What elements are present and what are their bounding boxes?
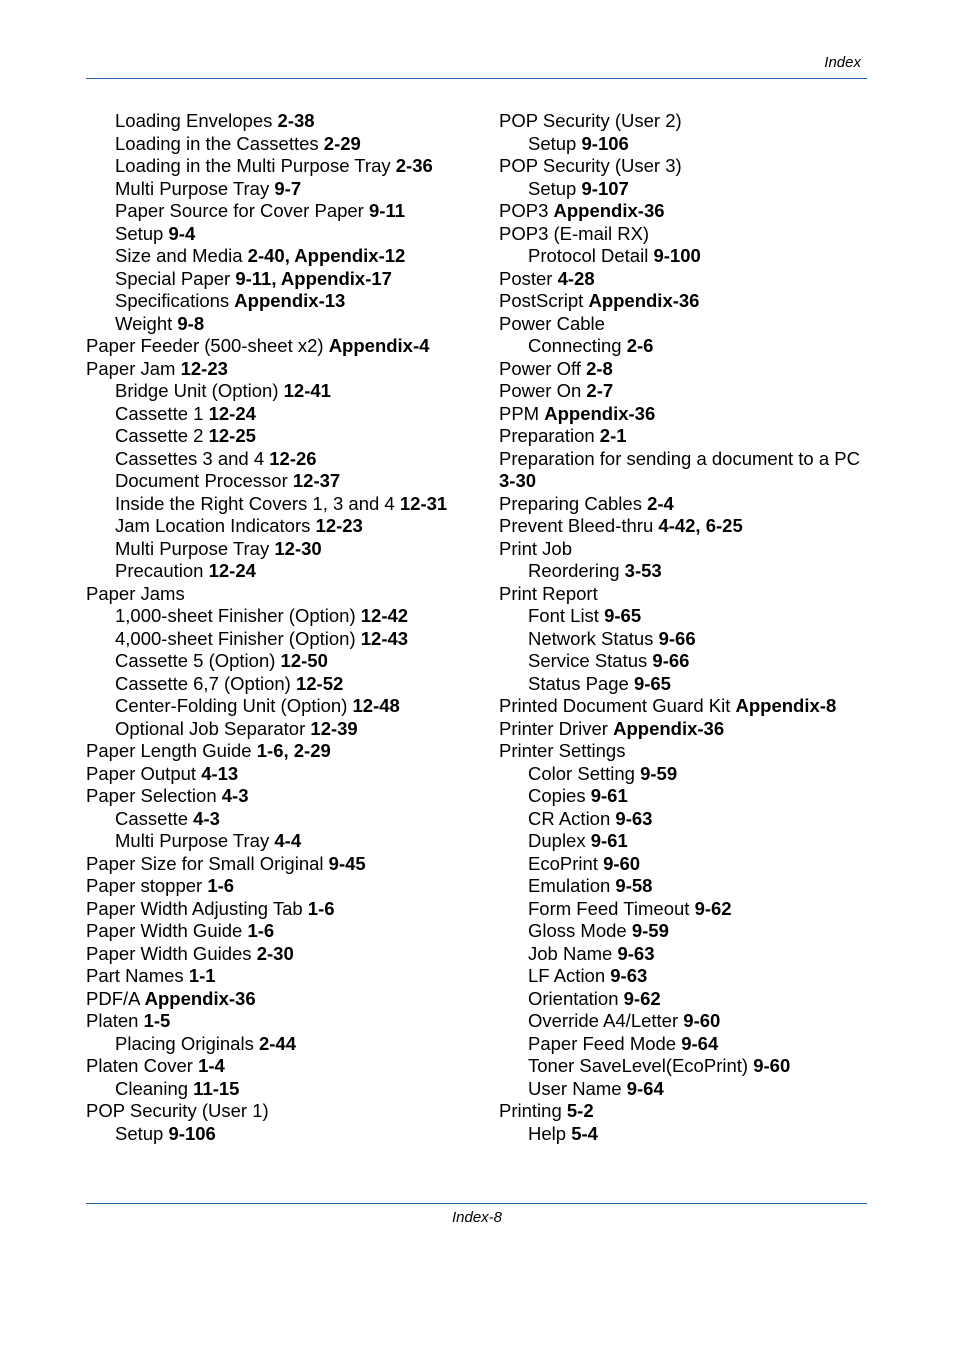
entry-term: Font List <box>528 605 605 626</box>
entry-term: Specifications <box>115 290 235 311</box>
entry-term: Multi Purpose Tray <box>115 537 275 559</box>
index-entry <box>499 155 879 178</box>
entry-term: Printing <box>499 1100 567 1121</box>
entry-page-ref: 9-64 <box>681 1032 719 1054</box>
entry-term: Center-Folding Unit (Option) <box>115 695 353 716</box>
entry-page-ref: 9-66 <box>652 650 690 671</box>
entry-term: Override A4/Letter <box>528 1010 684 1031</box>
entry-page-ref: 9-106 <box>581 132 629 154</box>
index-entry <box>86 943 486 966</box>
index-subentry <box>86 605 486 628</box>
index-subentry <box>86 538 486 561</box>
entry-term: Form Feed Timeout <box>528 897 695 919</box>
entry-term: Paper Width Guides <box>86 942 257 964</box>
footer-rule <box>86 1203 867 1204</box>
entry-term: Cassette 5 (Option) <box>115 650 281 671</box>
entry-page-ref: 12-52 <box>295 672 344 694</box>
entry-term: Paper Width Adjusting Tab <box>86 897 308 919</box>
entry-term: Loading in the Cassettes <box>115 132 324 154</box>
entry-page-ref: 12-26 <box>269 447 317 469</box>
entry-term: Prevent Bleed-thru <box>499 515 659 536</box>
index-subentry <box>86 673 486 696</box>
entry-term: POP3 (E-mail RX) <box>499 222 650 244</box>
entry-term: Cassettes 3 and 4 <box>115 447 270 469</box>
entry-page-ref: 9-8 <box>177 312 205 334</box>
index-subentry <box>499 920 879 943</box>
entry-term: Precaution <box>115 560 209 581</box>
entry-term: User Name <box>528 1077 627 1099</box>
entry-term: Placing Originals <box>115 1032 259 1054</box>
entry-term: Orientation <box>528 987 624 1009</box>
entry-term: Emulation <box>528 875 616 896</box>
index-entry <box>86 875 486 898</box>
entry-page-ref: Appendix-36 <box>553 200 665 221</box>
entry-term: Power Cable <box>499 312 605 334</box>
index-subentry <box>86 223 486 246</box>
entry-term: Help <box>528 1122 572 1144</box>
entry-term: Printed Document Guard Kit <box>499 695 736 716</box>
entry-term: 4,000-sheet Finisher (Option) <box>115 627 361 649</box>
entry-term: Paper Feed Mode <box>528 1032 682 1054</box>
entry-term: Multi Purpose Tray <box>115 830 275 851</box>
index-subentry <box>86 200 486 223</box>
index-subentry <box>86 110 486 133</box>
entry-term: Service Status <box>528 650 653 671</box>
index-subentry <box>86 718 486 741</box>
entry-term: Jam Location Indicators <box>115 515 316 536</box>
entry-term: Reordering <box>528 560 625 581</box>
entry-term: CR Action <box>528 807 616 829</box>
index-entry <box>499 358 879 381</box>
entry-page-ref: 9-66 <box>658 627 696 649</box>
entry-page-ref: 9-100 <box>653 245 701 266</box>
entry-term: Paper Output <box>86 762 202 784</box>
index-subentry <box>499 133 879 156</box>
entry-page-ref: 3-30 <box>499 470 537 491</box>
entry-term: Setup <box>528 177 582 199</box>
entry-page-ref: 12-23 <box>315 515 363 536</box>
index-subentry <box>86 448 486 471</box>
index-entry <box>499 538 879 561</box>
entry-page-ref: 2-44 <box>258 1032 296 1054</box>
index-subentry <box>86 178 486 201</box>
index-entry <box>499 718 879 741</box>
entry-page-ref: 9-59 <box>640 762 678 784</box>
entry-page-ref: 3-53 <box>624 560 662 581</box>
entry-term: Paper Length Guide <box>86 740 257 761</box>
index-subentry <box>499 1055 879 1078</box>
index-subentry <box>86 133 486 156</box>
entry-page-ref: 2-7 <box>586 380 614 401</box>
index-entry <box>499 425 879 448</box>
entry-page-ref: 9-107 <box>581 177 629 199</box>
index-subentry <box>86 560 486 583</box>
index-subentry <box>499 808 879 831</box>
index-subentry <box>499 875 879 898</box>
index-entry <box>499 110 879 133</box>
entry-term: Paper stopper <box>86 875 208 896</box>
entry-term: POP Security (User 1) <box>86 1100 269 1121</box>
index-entry <box>499 290 879 313</box>
entry-page-ref: 2-29 <box>323 132 361 154</box>
index-entry <box>86 898 486 921</box>
entry-term: Print Report <box>499 582 598 604</box>
entry-term: Multi Purpose Tray <box>115 177 275 199</box>
index-entry <box>499 200 879 223</box>
entry-term: Inside the Right Covers 1, 3 and 4 <box>115 492 400 514</box>
index-subentry <box>499 898 879 921</box>
entry-term: Paper Selection <box>86 785 222 806</box>
entry-term: Paper Source for Cover Paper <box>115 200 369 221</box>
index-subentry <box>499 1078 879 1101</box>
entry-page-ref: 12-24 <box>208 560 256 581</box>
index-entry <box>499 313 879 336</box>
entry-page-ref: Appendix-13 <box>234 290 346 311</box>
entry-term: Document Processor <box>115 470 293 491</box>
entry-page-ref: 11-15 <box>193 1077 240 1099</box>
entry-term: Setup <box>528 132 582 154</box>
entry-term: Gloss Mode <box>528 920 632 941</box>
entry-term: Printer Settings <box>499 740 626 761</box>
index-subentry <box>86 830 486 853</box>
entry-page-ref: 1-6 <box>247 920 275 941</box>
entry-page-ref: 12-31 <box>399 492 448 514</box>
entry-page-ref: 4-3 <box>193 807 220 829</box>
entry-term: POP Security (User 2) <box>499 110 682 131</box>
entry-page-ref: 1-6, 2-29 <box>256 740 331 761</box>
index-subentry <box>499 628 879 651</box>
index-entry <box>86 763 486 786</box>
entry-term: Cassette 2 <box>115 425 209 446</box>
entry-page-ref: 9-11, Appendix-17 <box>235 267 392 289</box>
entry-page-ref: 9-63 <box>615 807 653 829</box>
entry-term: Paper Jams <box>86 582 185 604</box>
entry-term: Preparation for sending a document to a PC <box>499 447 860 469</box>
entry-term: EcoPrint <box>528 852 604 874</box>
index-subentry <box>499 335 879 358</box>
entry-page-ref: 1-6 <box>207 875 235 896</box>
index-entry <box>86 920 486 943</box>
entry-page-ref: Appendix-8 <box>735 695 837 716</box>
index-entry <box>499 403 879 426</box>
entry-term: Paper Jam <box>86 357 181 379</box>
entry-page-ref: 1-6 <box>307 897 335 919</box>
entry-page-ref: 12-39 <box>310 717 358 739</box>
entry-term: Power Off <box>499 357 587 379</box>
index-subentry <box>86 1078 486 1101</box>
index-column-right <box>499 110 879 1145</box>
entry-page-ref: 4-13 <box>201 762 239 784</box>
entry-term: Copies <box>528 785 591 806</box>
entry-page-ref: 12-24 <box>208 402 256 424</box>
index-subentry <box>86 1123 486 1146</box>
index-subentry <box>499 1123 879 1146</box>
entry-page-ref: 2-4 <box>647 492 674 514</box>
entry-page-ref: 2-38 <box>277 110 315 131</box>
entry-page-ref: 9-62 <box>623 987 661 1009</box>
index-entry <box>86 853 486 876</box>
index-entry <box>499 515 879 538</box>
entry-page-ref: 12-23 <box>180 357 228 379</box>
index-entry <box>499 493 879 516</box>
entry-term: Cassette 6,7 (Option) <box>115 672 296 694</box>
entry-term: Paper Size for Small Original <box>86 852 329 874</box>
entry-term: Special Paper <box>115 267 236 289</box>
header-title: Index <box>824 54 861 71</box>
entry-page-ref: 12-30 <box>274 537 322 559</box>
entry-term: Setup <box>115 1122 169 1144</box>
entry-term: Job Name <box>528 942 618 964</box>
entry-page-ref: 2-6 <box>626 335 654 356</box>
entry-page-ref: 9-7 <box>274 177 302 199</box>
entry-page-ref: 9-45 <box>328 852 366 874</box>
entry-term: Print Job <box>499 537 573 559</box>
index-subentry <box>499 178 879 201</box>
entry-page-ref: 9-58 <box>615 875 653 896</box>
entry-term: Paper Feeder (500-sheet x2) <box>86 335 329 356</box>
entry-term: Color Setting <box>528 762 641 784</box>
index-subentry <box>499 988 879 1011</box>
entry-page-ref: 2-40, Appendix-12 <box>247 245 406 266</box>
index-entry <box>499 583 879 606</box>
entry-page-ref: 2-30 <box>256 942 294 964</box>
index-entry <box>86 583 486 606</box>
index-entry <box>499 268 879 291</box>
entry-page-ref: 9-63 <box>610 965 648 986</box>
entry-term: Loading Envelopes <box>115 110 278 131</box>
entry-page-ref: 9-4 <box>168 222 196 244</box>
index-entry <box>86 988 486 1011</box>
index-subentry <box>499 650 879 673</box>
entry-term: Cassette <box>115 807 194 829</box>
index-entry <box>499 695 879 718</box>
index-subentry <box>499 245 879 268</box>
entry-page-ref: 4-42, 6-25 <box>658 515 743 536</box>
index-subentry <box>86 695 486 718</box>
index-entry <box>499 740 879 763</box>
entry-page-ref: Appendix-36 <box>613 717 725 739</box>
entry-page-ref: 2-36 <box>395 155 433 176</box>
entry-term: Cassette 1 <box>115 402 209 424</box>
entry-term: PostScript <box>499 290 589 311</box>
index-subentry <box>499 830 879 853</box>
entry-page-ref: 9-60 <box>683 1010 721 1031</box>
entry-term: POP3 <box>499 200 554 221</box>
entry-term: Platen Cover <box>86 1055 199 1076</box>
entry-page-ref: 12-42 <box>360 605 409 626</box>
entry-term: Network Status <box>528 627 659 649</box>
index-subentry <box>86 268 486 291</box>
entry-page-ref: 9-61 <box>590 830 628 851</box>
entry-term: Poster <box>499 267 558 289</box>
entry-page-ref: 1-5 <box>143 1010 171 1031</box>
index-subentry <box>86 470 486 493</box>
entry-page-ref: 1-1 <box>188 965 216 986</box>
index-subentry <box>499 763 879 786</box>
index-subentry <box>86 493 486 516</box>
entry-page-ref: 12-41 <box>283 380 331 401</box>
entry-page-ref: 12-50 <box>280 650 328 671</box>
entry-page-ref: 9-11 <box>369 200 406 221</box>
index-subentry <box>86 380 486 403</box>
entry-page-ref: 9-61 <box>590 785 628 806</box>
index-entry <box>499 1100 879 1123</box>
index-subentry <box>86 808 486 831</box>
entry-page-ref: 4-4 <box>274 830 302 851</box>
index-subentry <box>499 673 879 696</box>
entry-page-ref: 12-25 <box>208 425 256 446</box>
index-subentry <box>499 1033 879 1056</box>
index-subentry <box>86 313 486 336</box>
entry-term: Optional Job Separator <box>115 717 311 739</box>
entry-page-ref: Appendix-36 <box>144 987 256 1009</box>
index-subentry <box>499 943 879 966</box>
entry-page-ref: 9-63 <box>617 942 655 964</box>
entry-page-ref: 9-106 <box>168 1122 216 1144</box>
entry-term: Duplex <box>528 830 591 851</box>
index-subentry <box>86 290 486 313</box>
entry-term: Protocol Detail <box>528 245 654 266</box>
index-entry <box>86 1010 486 1033</box>
page-number: Index-8 <box>451 1209 503 1226</box>
index-subentry <box>86 515 486 538</box>
index-subentry <box>499 785 879 808</box>
entry-term: Printer Driver <box>499 717 614 739</box>
entry-term: Platen <box>86 1010 144 1031</box>
index-subentry <box>499 965 879 988</box>
entry-page-ref: 5-2 <box>566 1100 594 1121</box>
entry-page-ref: 9-65 <box>604 605 642 626</box>
entry-term: Power On <box>499 380 587 401</box>
index-column-left <box>86 110 486 1145</box>
entry-page-ref: 1-4 <box>198 1055 225 1076</box>
index-entry <box>86 785 486 808</box>
entry-term: Status Page <box>528 672 634 694</box>
index-subentry <box>86 425 486 448</box>
entry-term: Setup <box>115 222 169 244</box>
index-entry <box>86 358 486 381</box>
entry-term: Weight <box>115 312 178 334</box>
index-entry <box>86 1055 486 1078</box>
entry-page-ref: Appendix-36 <box>588 290 700 311</box>
entry-term: PPM <box>499 402 545 424</box>
entry-page-ref: 9-60 <box>603 852 641 874</box>
entry-term: Toner SaveLevel(EcoPrint) <box>528 1055 754 1076</box>
index-subentry <box>86 1033 486 1056</box>
index-entry <box>499 470 879 493</box>
index-subentry <box>499 1010 879 1033</box>
index-subentry <box>86 650 486 673</box>
entry-page-ref: 12-37 <box>292 470 341 491</box>
index-entry <box>86 1100 486 1123</box>
entry-term: Connecting <box>528 335 627 356</box>
entry-page-ref: 4-3 <box>221 785 249 806</box>
entry-page-ref: 9-62 <box>694 897 732 919</box>
entry-term: Loading in the Multi Purpose Tray <box>115 155 396 176</box>
entry-term: Size and Media <box>115 245 248 266</box>
entry-term: PDF/A <box>86 987 145 1009</box>
entry-page-ref: 12-48 <box>352 695 400 716</box>
entry-term: Bridge Unit (Option) <box>115 380 284 401</box>
index-subentry <box>499 605 879 628</box>
entry-page-ref: 2-1 <box>599 425 627 446</box>
index-entry <box>499 223 879 246</box>
index-entry <box>86 740 486 763</box>
entry-term: Part Names <box>86 965 189 986</box>
entry-term: POP Security (User 3) <box>499 155 682 176</box>
entry-page-ref: 2-8 <box>586 357 613 379</box>
entry-term: Paper Width Guide <box>86 920 248 941</box>
index-subentry <box>86 155 486 178</box>
entry-page-ref: 9-64 <box>626 1077 664 1099</box>
index-entry <box>499 448 879 471</box>
index-subentry <box>86 628 486 651</box>
index-entry <box>499 380 879 403</box>
entry-page-ref: 9-59 <box>631 920 669 941</box>
entry-page-ref: 9-60 <box>753 1055 791 1076</box>
index-entry <box>86 965 486 988</box>
entry-term: 1,000-sheet Finisher (Option) <box>115 605 361 626</box>
index-subentry <box>86 403 486 426</box>
entry-page-ref: Appendix-4 <box>328 335 430 356</box>
header-rule <box>86 78 867 79</box>
index-entry <box>86 335 486 358</box>
entry-page-ref: 12-43 <box>360 627 409 649</box>
index-subentry <box>86 245 486 268</box>
entry-page-ref: 9-65 <box>633 672 671 694</box>
entry-term: Preparation <box>499 425 600 446</box>
index-subentry <box>499 853 879 876</box>
index-subentry <box>499 560 879 583</box>
entry-term: LF Action <box>528 965 611 986</box>
entry-term: Preparing Cables <box>499 492 648 514</box>
entry-page-ref: 5-4 <box>571 1122 598 1144</box>
entry-page-ref: Appendix-36 <box>544 402 656 424</box>
entry-page-ref: 4-28 <box>557 267 595 289</box>
entry-term: Cleaning <box>115 1077 194 1099</box>
